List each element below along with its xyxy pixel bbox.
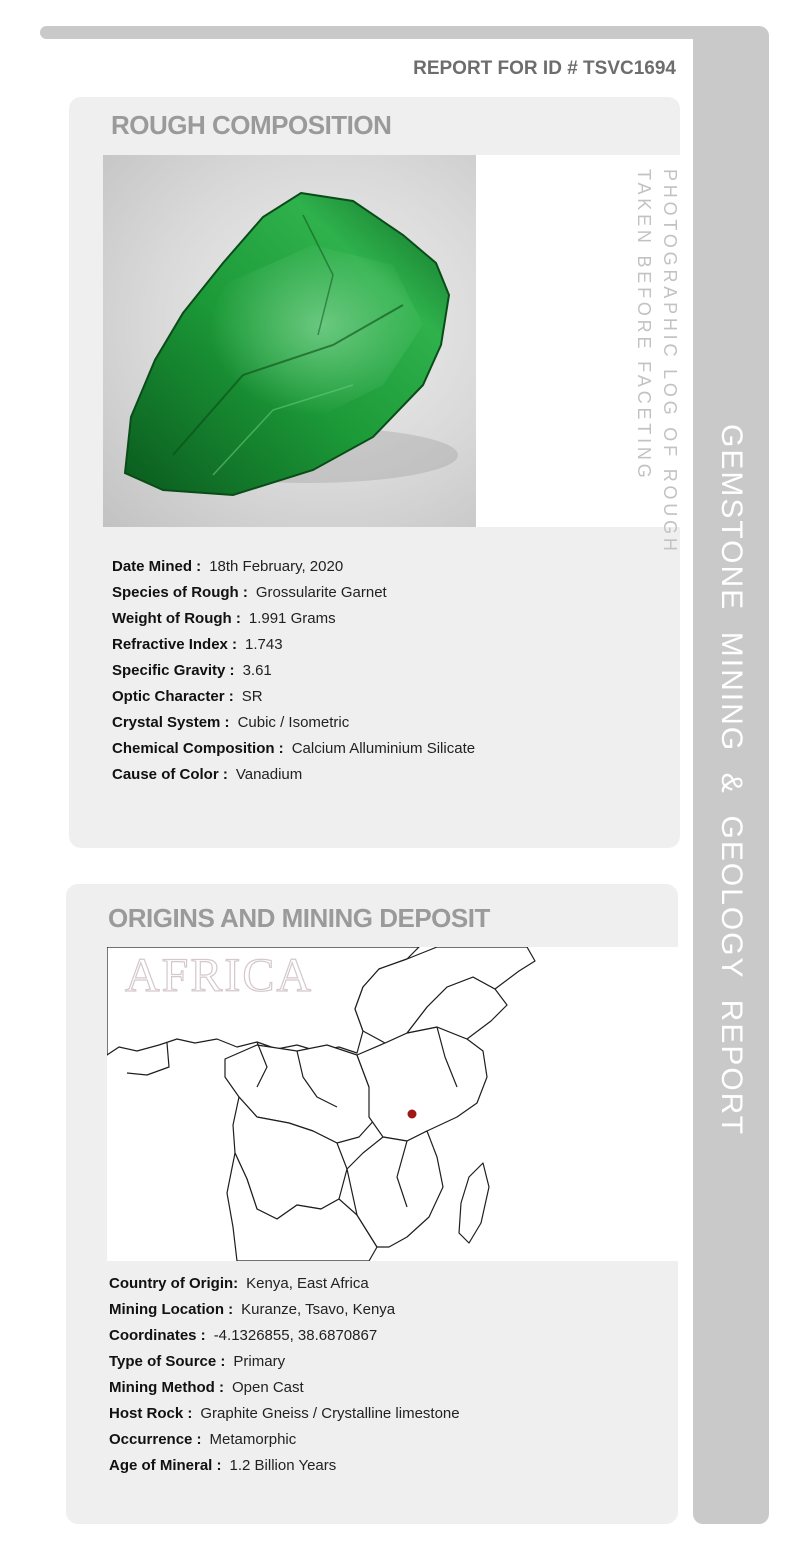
spec-label: Weight of Rough : (112, 610, 241, 627)
spec-label: Optic Character : (112, 688, 234, 705)
spec-row (112, 609, 475, 635)
spec-label: Country of Origin: (109, 1275, 239, 1292)
spec-row (112, 687, 475, 713)
spec-row (109, 1352, 460, 1378)
spec-value: Vanadium (235, 766, 303, 783)
spec-value: Grossularite Garnet (255, 584, 387, 601)
origin-specs-list (109, 1274, 460, 1482)
spec-row (109, 1456, 460, 1482)
spec-label: Host Rock : (109, 1405, 193, 1422)
spec-label: Coordinates : (109, 1327, 206, 1344)
origins-panel (66, 884, 678, 1524)
spec-value: Graphite Gneiss / Crystalline limestone (200, 1405, 460, 1422)
spec-value: 3.61 (242, 662, 272, 679)
report-id: REPORT FOR ID # TSVC1694 (413, 58, 676, 79)
spec-label: Refractive Index : (112, 636, 238, 653)
side-title-text: GEMSTONE MINING & GEOLOGY REPORT (715, 423, 748, 1136)
spec-label: Date Mined : (112, 558, 202, 575)
spec-value: 18th February, 2020 (209, 558, 344, 575)
spec-value: 1.991 Grams (248, 610, 336, 627)
spec-label: Specific Gravity : (112, 662, 235, 679)
spec-value: -4.1326855, 38.6870867 (213, 1327, 378, 1344)
spec-row (109, 1274, 460, 1300)
spec-label: Chemical Composition : (112, 740, 284, 757)
spec-label: Crystal System : (112, 714, 230, 731)
rough-gemstone-photo (103, 155, 476, 527)
spec-row (112, 635, 475, 661)
spec-value: Kenya, East Africa (246, 1275, 369, 1292)
spec-value: Primary (233, 1353, 286, 1370)
spec-label: Mining Location : (109, 1301, 234, 1318)
spec-label: Cause of Color : (112, 766, 228, 783)
photo-caption: PHOTOGRAPHIC LOG OF ROUGH TAKEN BEFORE FACETING (634, 169, 680, 555)
spec-row (109, 1404, 460, 1430)
side-title-strip (693, 26, 769, 1524)
rough-specs-list (112, 557, 475, 791)
map-region-label: AFRICA (125, 949, 314, 1002)
spec-value: 1.743 (245, 636, 283, 653)
spec-row (112, 739, 475, 765)
spec-value: Open Cast (231, 1379, 304, 1396)
spec-label: Age of Mineral : (109, 1457, 222, 1474)
gemstone-image (103, 155, 476, 527)
origins-heading: ORIGINS AND MINING DEPOSIT (108, 903, 490, 933)
spec-row (109, 1378, 460, 1404)
rough-photo-area (103, 155, 680, 555)
spec-label: Type of Source : (109, 1353, 226, 1370)
spec-label: Mining Method : (109, 1379, 224, 1396)
spec-label: Occurrence : (109, 1431, 202, 1448)
rough-composition-panel (69, 97, 680, 848)
top-decorative-bar (40, 26, 730, 39)
spec-row (112, 583, 475, 609)
spec-value: 1.2 Billion Years (229, 1457, 337, 1474)
spec-value: Calcium Alluminium Silicate (291, 740, 476, 757)
spec-label: Species of Rough : (112, 584, 248, 601)
spec-value: Metamorphic (209, 1431, 297, 1448)
spec-value: SR (241, 688, 263, 705)
spec-row (109, 1300, 460, 1326)
spec-row (112, 765, 475, 791)
spec-row (109, 1430, 460, 1456)
spec-value: Cubic / Isometric (237, 714, 350, 731)
spec-row (112, 661, 475, 687)
africa-map (107, 947, 678, 1261)
map-image (107, 947, 678, 1261)
spec-row (109, 1326, 460, 1352)
spec-value: Kuranze, Tsavo, Kenya (241, 1301, 396, 1318)
rough-composition-heading: ROUGH COMPOSITION (111, 110, 392, 140)
spec-row (112, 557, 475, 583)
mine-location-marker (408, 1110, 417, 1119)
spec-row (112, 713, 475, 739)
